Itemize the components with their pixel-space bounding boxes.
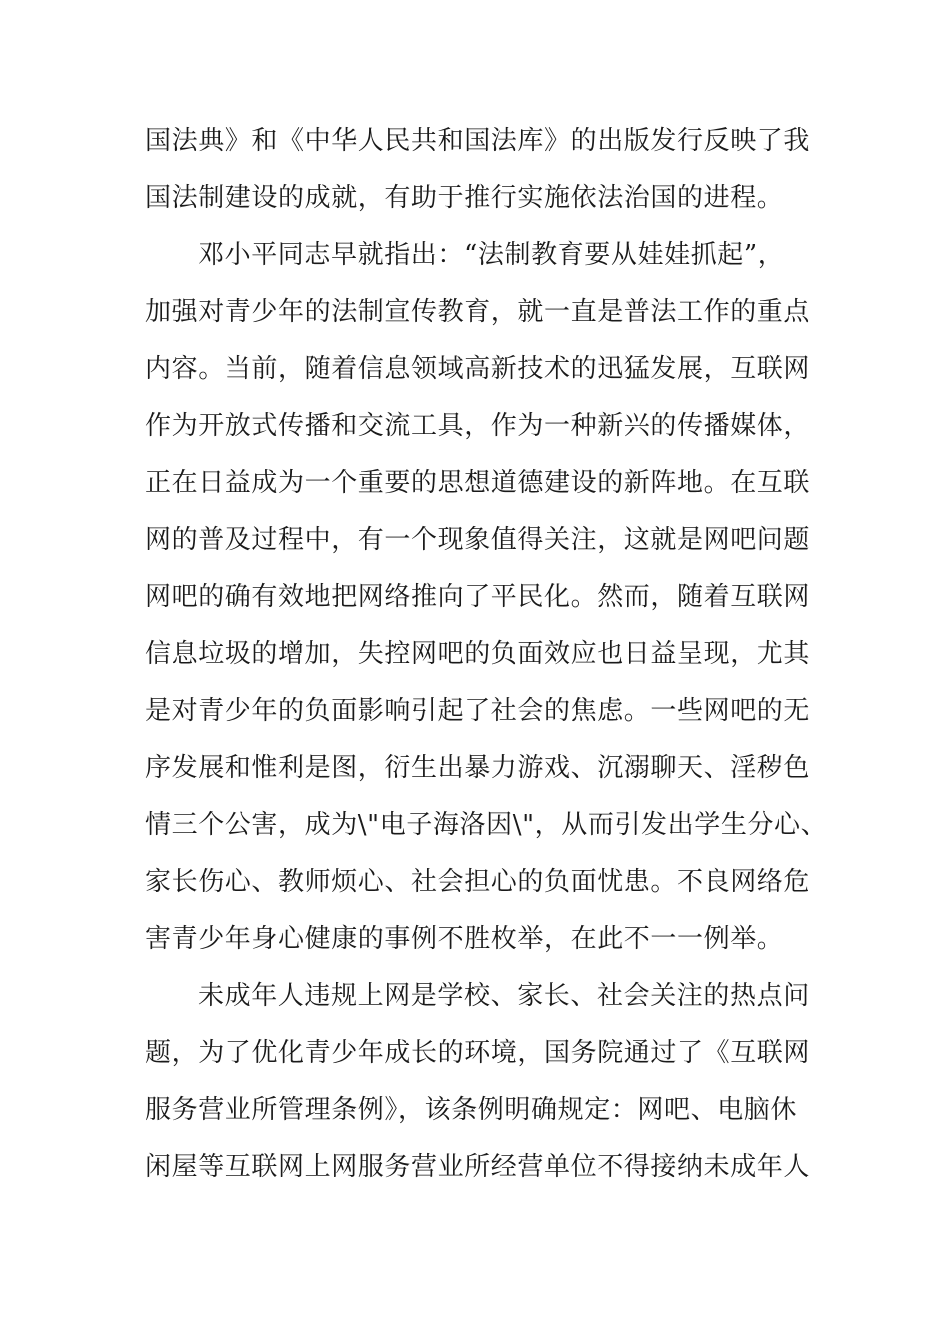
text-line-13: 情三个公害，成为\"电子海洛因\"，从而引发出学生分心、 xyxy=(145,810,828,840)
text-line-1: 国法典》和《中华人民共和国法库》的出版发行反映了我 xyxy=(145,126,811,156)
text-line-6: 作为开放式传播和交流工具，作为一种新兴的传播媒体， xyxy=(145,411,811,441)
paragraph-start-line-3: 邓小平同志早就指出：“法制教育要从娃娃抓起”， xyxy=(198,240,785,270)
text-line-5: 内容。当前，随着信息领域高新技术的迅猛发展，互联网 xyxy=(145,354,811,384)
text-line-17: 题，为了优化青少年成长的环境，国务院通过了《互联网 xyxy=(145,1038,811,1068)
text-line-19: 闲屋等互联网上网服务营业所经营单位不得接纳未成年人 xyxy=(145,1152,811,1182)
text-line-8: 网的普及过程中，有一个现象值得关注，这就是网吧问题 xyxy=(145,525,811,555)
text-line-18: 服务营业所管理条例》，该条例明确规定：网吧、电脑休 xyxy=(145,1095,798,1125)
text-line-2: 国法制建设的成就，有助于推行实施依法治国的进程。 xyxy=(145,183,784,213)
text-line-10: 信息垃圾的增加，失控网吧的负面效应也日益呈现，尤其 xyxy=(145,639,811,669)
text-line-14: 家长伤心、教师烦心、社会担心的负面忧患。不良网络危 xyxy=(145,867,811,897)
document-body xyxy=(145,118,845,1201)
text-line-7: 正在日益成为一个重要的思想道德建设的新阵地。在互联 xyxy=(145,468,811,498)
text-line-4: 加强对青少年的法制宣传教育，就一直是普法工作的重点 xyxy=(145,297,811,327)
text-line-9: 网吧的确有效地把网络推向了平民化。然而，随着互联网 xyxy=(145,582,811,612)
text-line-12: 序发展和惟利是图，衍生出暴力游戏、沉溺聊天、淫秽色 xyxy=(145,753,811,783)
text-line-15: 害青少年身心健康的事例不胜枚举，在此不一一例举。 xyxy=(145,924,784,954)
paragraph-start-line-16: 未成年人违规上网是学校、家长、社会关注的热点问 xyxy=(198,981,810,1011)
text-line-11: 是对青少年的负面影响引起了社会的焦虑。一些网吧的无 xyxy=(145,696,811,726)
